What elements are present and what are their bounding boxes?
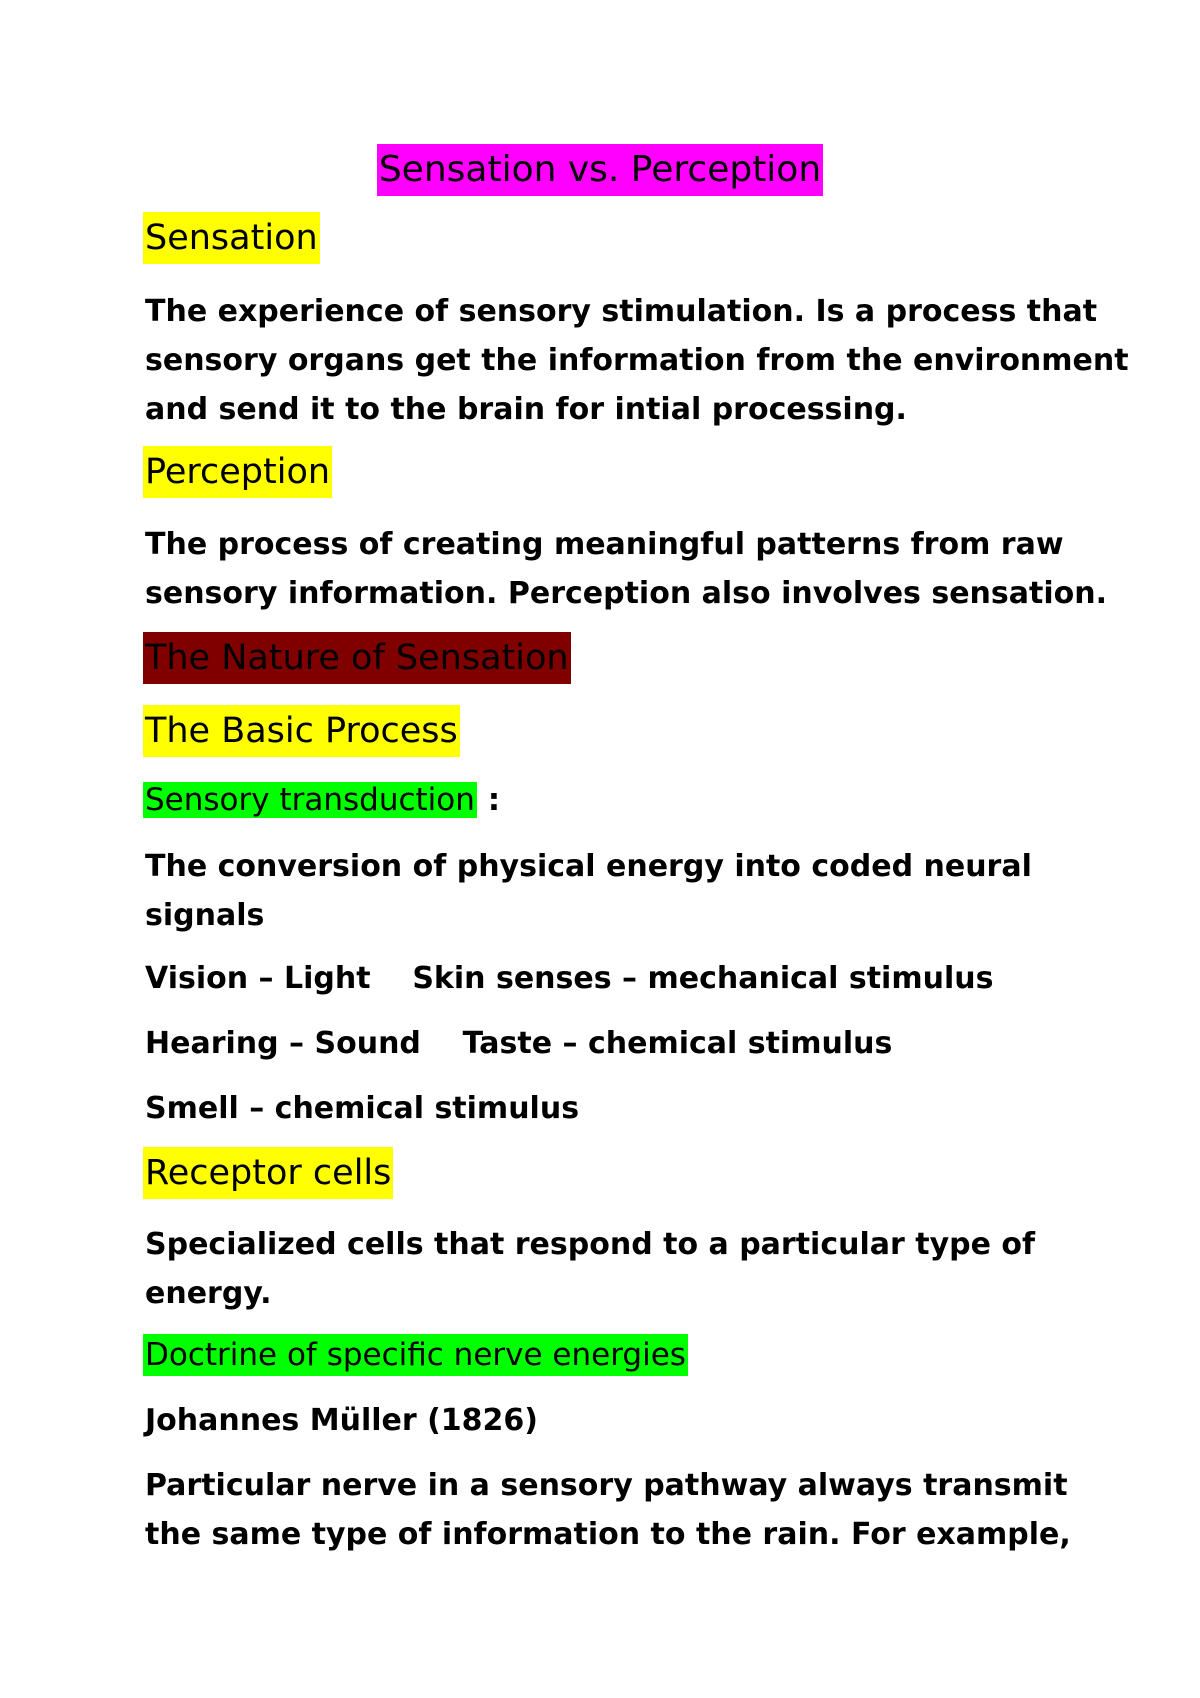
text-line: sensory information. Perception also involves sensation. [145,576,1108,611]
text-line: The process of creating meaningful patterns from raw [145,527,1064,562]
doctrine-heading: Doctrine of specific nerve energies [143,1334,688,1376]
text-line: The experience of sensory stimulation. Is a process that [145,294,1098,329]
text-line: signals [145,898,265,933]
perception-heading: Perception [143,446,332,498]
nature-of-sensation-heading: The Nature of Sensation [143,632,571,684]
perception-definition [145,520,1108,618]
text-line: the same type of information to the rain. For example, [145,1517,1071,1552]
basic-process-heading: The Basic Process [143,705,460,757]
doctrine-author: Johannes Müller (1826) [145,1403,539,1438]
senses-row-3: Smell – chemical stimulus [145,1091,580,1126]
sensation-heading: Sensation [143,212,320,264]
transduction-definition [145,842,1075,940]
receptor-definition [145,1220,1075,1318]
receptor-cells-heading: Receptor cells [143,1147,393,1199]
doctrine-definition [145,1461,1075,1559]
title-row [0,144,1200,196]
text-line: Specialized cells that respond to a particular type of [145,1227,1036,1262]
text-line: The conversion of physical energy into coded neural [145,849,1032,884]
document-title: Sensation vs. Perception [377,144,823,196]
sensation-definition [145,287,1129,434]
transduction-term: Sensory transduction [145,782,475,818]
transduction-colon: : [476,782,501,818]
senses-row-1: Vision – Light Skin senses – mechanical stimulus [145,961,994,996]
senses-row-2: Hearing – Sound Taste – chemical stimulus [145,1026,893,1061]
text-line: sensory organs get the information from the environment [145,343,1129,378]
transduction-term-row [143,779,500,821]
text-line: Particular nerve in a sensory pathway always transmit [145,1468,1068,1503]
text-line: energy. [145,1276,272,1311]
text-line: and send it to the brain for intial processing. [145,392,907,427]
